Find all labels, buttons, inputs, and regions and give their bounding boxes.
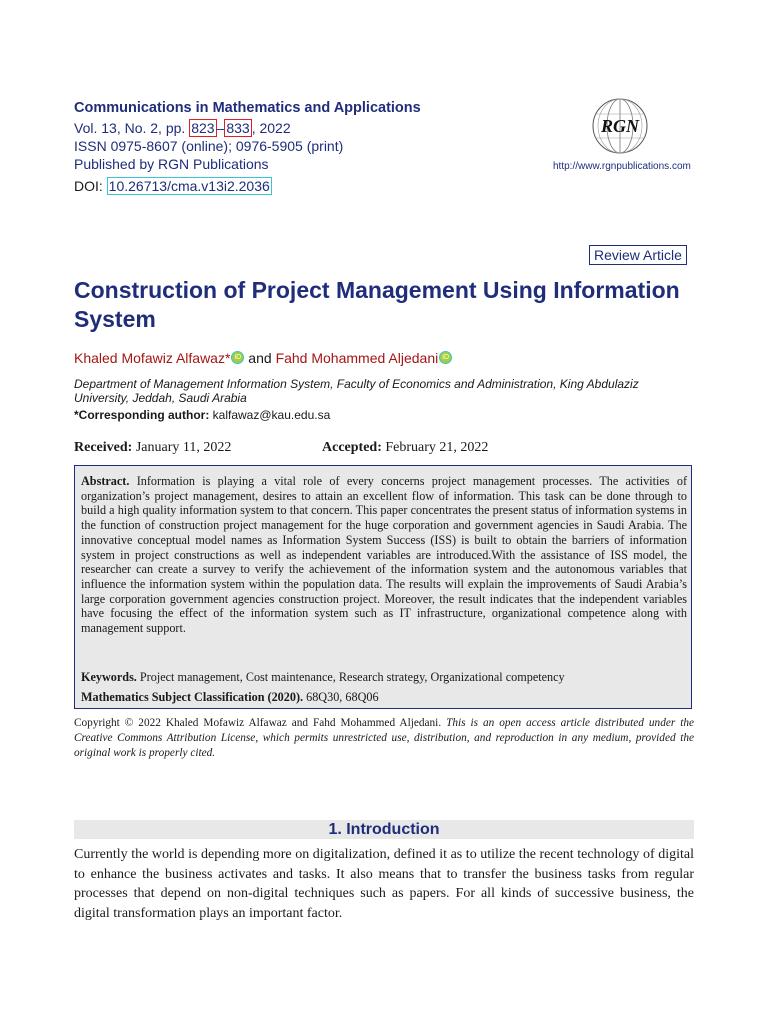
article-type-badge[interactable]: Review Article (589, 245, 687, 265)
orcid-icon[interactable]: iD (439, 351, 452, 364)
author-line (74, 350, 452, 366)
publisher-url-link[interactable]: http://www.rgnpublications.com (553, 161, 691, 172)
keywords-value: Project management, Cost maintenance, Research strategy, Organizational competency (139, 670, 565, 684)
volume-suffix: , 2022 (251, 120, 291, 136)
page-separator: – (216, 120, 225, 136)
received-label: Received: (74, 440, 133, 455)
journal-issn: ISSN 0975-8607 (online); 0976-5905 (print) (74, 138, 344, 154)
abstract-text (81, 474, 687, 636)
journal-name: Communications in Mathematics and Applications (74, 100, 421, 116)
article-title: Construction of Project Management Using Information System (74, 277, 680, 332)
doi-link[interactable]: 10.26713/cma.v13i2.2036 (108, 178, 270, 194)
received-value: January 11, 2022 (135, 440, 232, 455)
copyright-notice (74, 716, 694, 761)
corresponding-author (74, 408, 330, 422)
copyright-plain: Copyright © 2022 Khaled Mofawiz Alfawaz and Fahd Mohammed Aljedani. (74, 717, 442, 729)
accepted-date (322, 440, 488, 456)
page-end-link[interactable]: 833 (226, 120, 250, 136)
author-connector: and (244, 350, 276, 366)
received-date (74, 440, 231, 456)
doi-line (74, 178, 272, 194)
doi-label: DOI: (74, 178, 107, 194)
accepted-label: Accepted: (322, 440, 382, 455)
journal-publisher: Published by RGN Publications (74, 156, 269, 172)
orcid-icon[interactable]: iD (231, 351, 244, 364)
section-title: 1. Introduction (328, 821, 440, 838)
journal-volume-line (74, 120, 291, 136)
keywords (81, 670, 687, 685)
corresponding-mark: * (224, 350, 231, 366)
msc-label: Mathematics Subject Classification (2020). (81, 690, 304, 704)
affiliation: Department of Management Information System, Faculty of Economics and Administration, King Abdulaziz University, Jeddah, Saudi Arabia (74, 377, 639, 405)
accepted-value: February 21, 2022 (385, 440, 489, 455)
volume-prefix: Vol. 13, No. 2, pp. (74, 120, 190, 136)
corresponding-email[interactable]: kalfawaz@kau.edu.sa (212, 408, 331, 422)
msc-classification (81, 690, 687, 705)
abstract-label: Abstract. (81, 474, 130, 488)
section-body: Currently the world is depending more on digitalization, defined it as to utilize the recent technology of digital to enhance the business activates and tasks. It also means that to transfer the business tasks from regular processes that depend on non-digital techniques such as papers. For all kinds of successive business, the digital transformation plays an important factor. (74, 847, 694, 921)
rgn-globe-logo (590, 96, 650, 156)
author-1-name[interactable]: Khaled Mofawiz Alfawaz (74, 350, 225, 366)
msc-value: 68Q30, 68Q06 (306, 690, 379, 704)
copyright-license: This is an open access article distributed under the Creative Commons Attribution License, which permits unrestricted use, distribution, and reproduction in any medium, provided the original work is properly cited. (74, 717, 695, 759)
logo-text: RGN (600, 116, 640, 136)
corresponding-label: *Corresponding author: (74, 408, 210, 422)
abstract-body: Information is playing a vital role of every concerns project management processes. The activities of organization’s project management, desires to attain an excellent flow of information. This task can be done through to build a high quality information system to that concern. This paper concentrates the present status of information systems in the function of construction project management for the huge corporation and government agencies in Saudi Arabia. The innovative conceptual model names as Information System Success (ISS) is built to obtain the barriers of information system in project constructions as well as independent variables are introduced.With the assistance of ISS model, the researcher can create a survey to verify the achievement of the information system and the autonomous variables that influence the information system within the population data. The results will explain the improvements of Saudi Arabia’s large corporation government agencies construction project. Moreover, the result indicates that the independent variables have focusing the effect of the information system such as IT infrastructure, organizational competence along with management support. (81, 474, 688, 636)
author-2-name[interactable]: Fahd Mohammed Aljedani (275, 350, 439, 366)
keywords-label: Keywords. (81, 670, 137, 684)
page-start-link[interactable]: 823 (191, 120, 215, 136)
